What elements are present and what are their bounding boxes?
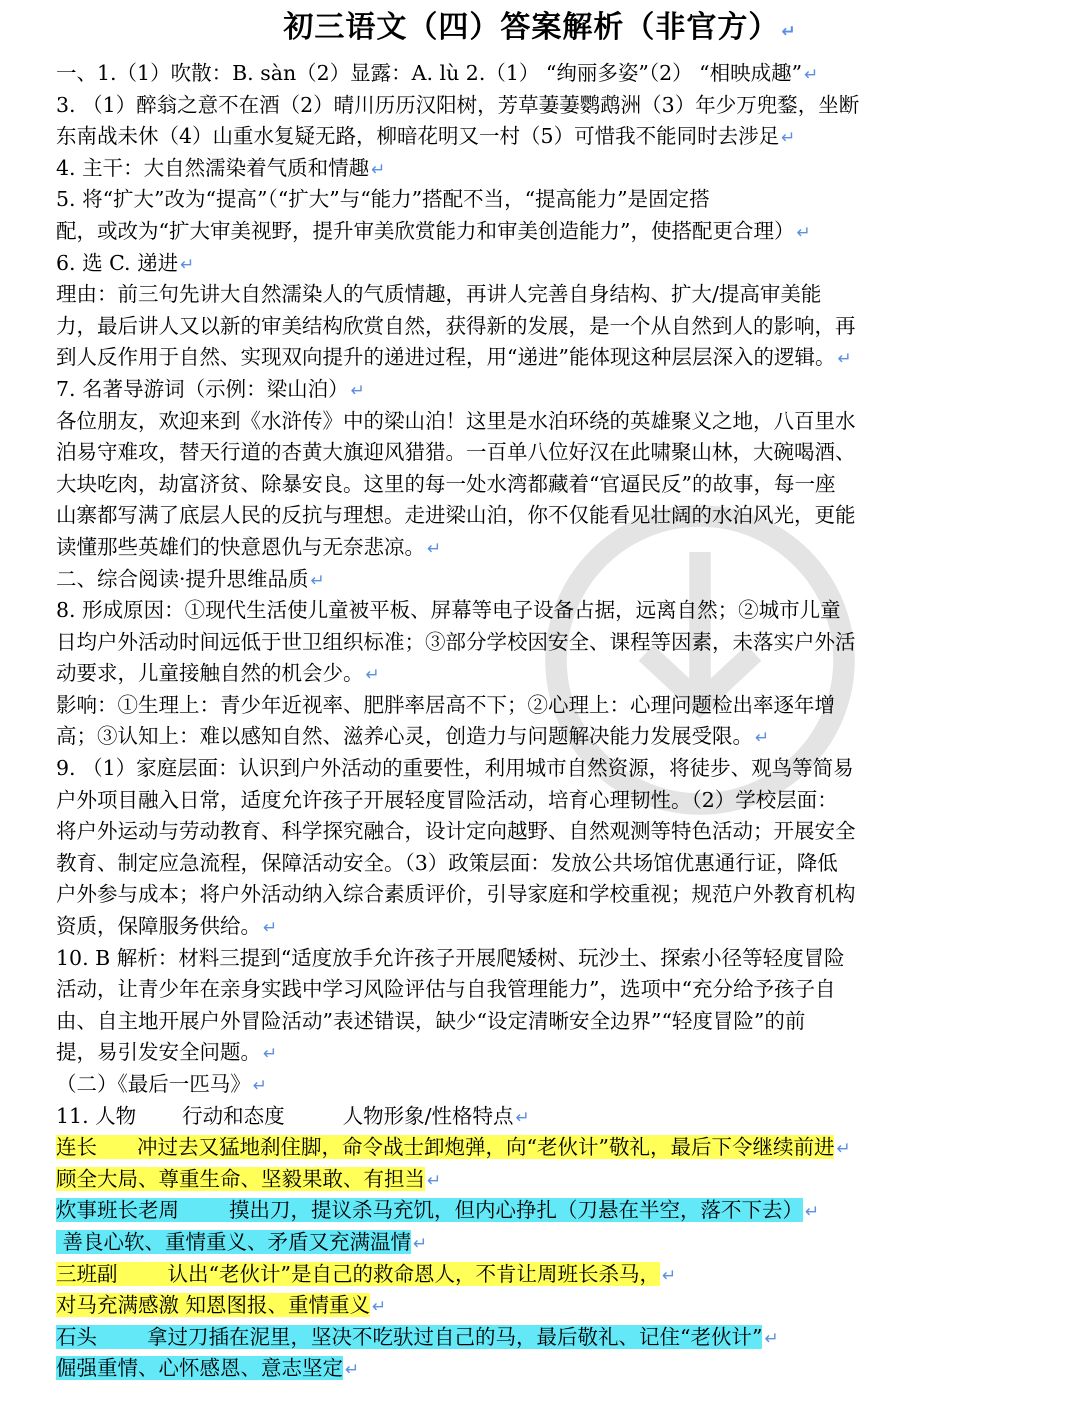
return-mark-icon: ↵ [781, 128, 796, 149]
text-line: 到人反作用于自然、实现双向提升的递进过程，用“递进”能体现这种层层深入的逻辑。 ↵ [56, 345, 852, 370]
table-row [56, 1353, 1056, 1385]
table-row [56, 1259, 1056, 1291]
text-line: 户外项目融入日常，适度允许孩子开展轻度冒险活动，培育心理韧性。（2）学校层面： [56, 787, 838, 812]
text-line: 山寨都写满了底层人民的反抗与理想。走进梁山泊，你不仅能看见壮阔的水泊风光，更能 [56, 503, 856, 528]
return-mark-icon: ↵ [413, 1233, 428, 1254]
return-mark-icon: ↵ [804, 65, 819, 85]
return-mark-icon: ↵ [263, 1044, 278, 1065]
return-mark-icon: ↵ [427, 1170, 442, 1191]
return-mark-icon: ↵ [427, 538, 442, 559]
text-line: 3. （1）醉翁之意不在酒（2）晴川历历汉阳树，芳草萋萋鹦鹉洲（3）年少万兜鍪，坐断 [56, 92, 860, 117]
character-action: 摸出刀，提议杀马充饥，但内心挣扎（刀悬在半空，落不下去） [229, 1198, 803, 1223]
text-line: 8. 形成原因：①现代生活使儿童被平板、屏幕等电子设备占据，远离自然；②城市儿童 [56, 598, 841, 623]
text-line: 高；③认知上：难以感知自然、滋养心灵，创造力与问题解决能力发展受限。 ↵ [56, 724, 770, 749]
text-line: 5. 将“扩大”改为“提高”（“扩大”与“能力”搭配不当，“提高能力”是固定搭 [56, 187, 710, 212]
text-line: 一、1.（1）吹散：B. sàn（2）显露：A. lù 2.（1） “绚丽多姿”（2） “相映成趣” ↵ [56, 61, 819, 85]
return-mark-icon: ↵ [263, 918, 278, 939]
return-mark-icon: ↵ [345, 1360, 360, 1381]
text-line: 读懂那些英雄们的快意恩仇与无奈悲凉。 ↵ [56, 534, 442, 559]
text-line: 教育、制定应急流程，保障活动安全。（3）政策层面：发放公共场馆优惠通行证，降低 [56, 850, 838, 875]
return-mark-icon: ↵ [350, 380, 365, 401]
return-mark-icon: ↵ [837, 349, 852, 370]
text-line: 7. 名著导游词（示例：梁山泊） ↵ [56, 376, 365, 401]
return-mark-icon: ↵ [310, 570, 325, 591]
text-line: 大块吃肉，劫富济贫、除暴安良。这里的每一处水湾都藏着“官逼民反”的故事，每一座 [56, 471, 836, 496]
text-line: 影响：①生理上：青少年近视率、肥胖率居高不下；②心理上：心理问题检出率逐年增 [56, 692, 835, 717]
return-mark-icon: ↵ [515, 1107, 530, 1128]
text-line: 日均户外活动时间远低于世卫组织标准；③部分学校因安全、课程等因素，未落实户外活 [56, 629, 856, 654]
text-line: 动要求，儿童接触自然的机会少。 ↵ [56, 661, 380, 686]
character-traits: 顾全大局、尊重生命、坚毅果敢、有担当 [56, 1166, 425, 1191]
return-mark-icon: ↵ [365, 665, 380, 686]
character-action: 冲过去又猛地刹住脚，命令战士卸炮弹，向“老伙计”敬礼，最后下令继续前进 [137, 1135, 835, 1160]
text-line: 各位朋友，欢迎来到《水浒传》中的梁山泊！这里是水泊环绕的英雄聚义之地，八百里水 [56, 408, 856, 433]
text-line: 将户外运动与劳动教育、科学探究融合，设计定向越野、自然观测等特色活动；开展安全 [56, 819, 856, 844]
text-line: 10. B 解析：材料三提到“适度放手允许孩子开展爬矮树、玩沙土、探索小径等轻度冒险 [56, 945, 845, 970]
text-line: 活动，让青少年在亲身实践中学习风险评估与自我管理能力”，选项中“充分给予孩子自 [56, 977, 836, 1002]
character-name: 三班副 [56, 1261, 118, 1286]
return-mark-icon: ↵ [836, 1139, 851, 1160]
text-line: 6. 选 C. 递进 ↵ [56, 250, 195, 275]
character-traits: 善良心软、重情重义、矛盾又充满温情 [62, 1229, 412, 1254]
header-action: 行动和态度 [182, 1103, 285, 1128]
character-action: 认出“老伙计”是自己的救命恩人，不肯让周班长杀马， [167, 1261, 660, 1286]
text-line: 由、自主地开展户外冒险活动”表述错误，缺少“设定清晰安全边界”“轻度冒险”的前 [56, 1008, 806, 1033]
return-mark-icon: ↵ [781, 22, 797, 42]
text-line: 资质，保障服务供给。 ↵ [56, 914, 278, 939]
return-mark-icon: ↵ [252, 1076, 267, 1096]
character-traits: 倔强重情、心怀感恩、意志坚定 [56, 1356, 343, 1381]
text-line: 提，易引发安全问题。 ↵ [56, 1040, 278, 1065]
section-heading: 二、综合阅读·提升思维品质 ↵ [56, 566, 325, 591]
character-name: 炊事班长老周 [56, 1198, 179, 1223]
table-row [56, 1322, 1056, 1354]
return-mark-icon: ↵ [371, 159, 386, 180]
header-traits: 人物形象/性格特点 [342, 1103, 514, 1128]
return-mark-icon: ↵ [755, 728, 770, 749]
return-mark-icon: ↵ [661, 1265, 677, 1286]
table-row [56, 1227, 1056, 1259]
header-character: 11. 人物 [56, 1103, 137, 1128]
document-title: 初三语文（四）答案解析（非官方） ↵ [283, 10, 797, 45]
character-action: 拿过刀插在泥里，坚决不吃驮过自己的马，最后敬礼、记住“老伙计” [147, 1324, 763, 1349]
table-row [56, 1132, 1056, 1164]
return-mark-icon: ↵ [796, 222, 811, 243]
text-line: 4. 主干：大自然濡染着气质和情趣 ↵ [56, 155, 386, 180]
return-mark-icon: ↵ [764, 1328, 779, 1349]
character-name: 连长 [56, 1135, 97, 1160]
answer-body [56, 58, 1056, 1385]
text-line: 东南战未休（4）山重水复疑无路，柳暗花明又一村（5）可惜我不能同时去涉足 ↵ [56, 124, 796, 149]
character-name: 石头 [56, 1324, 97, 1349]
return-mark-icon: ↵ [805, 1202, 820, 1223]
return-mark-icon: ↵ [180, 254, 195, 275]
section-heading: （二）《最后一匹马》 ↵ [56, 1072, 267, 1096]
text-line: 配，或改为“扩大审美视野，提升审美欣赏能力和审美创造能力”，使搭配更合理） ↵ [56, 218, 811, 243]
table-row [56, 1164, 1056, 1196]
text-line: 户外参与成本；将户外活动纳入综合素质评价，引导家庭和学校重视；规范户外教育机构 [56, 882, 856, 907]
character-traits: 对马充满感激 知恩图报、重情重义 [56, 1293, 371, 1318]
return-mark-icon: ↵ [372, 1297, 387, 1318]
table-row [56, 1290, 1056, 1322]
text-line: 力，最后讲人又以新的审美结构欣赏自然，获得新的发展，是一个从自然到人的影响，再 [56, 313, 856, 338]
text-line: 9. （1）家庭层面：认识到户外活动的重要性，利用城市自然资源，将徒步、观鸟等简易 [56, 756, 854, 781]
text-line: 理由：前三句先讲大自然濡染人的气质情趣，再讲人完善自身结构、扩大/提高审美能 [56, 282, 822, 307]
text-line: 泊易守难攻，替天行道的杏黄大旗迎风猎猎。一百单八位好汉在此啸聚山林，大碗喝酒、 [56, 440, 856, 465]
table-header [56, 1101, 1056, 1133]
table-row [56, 1195, 1056, 1227]
